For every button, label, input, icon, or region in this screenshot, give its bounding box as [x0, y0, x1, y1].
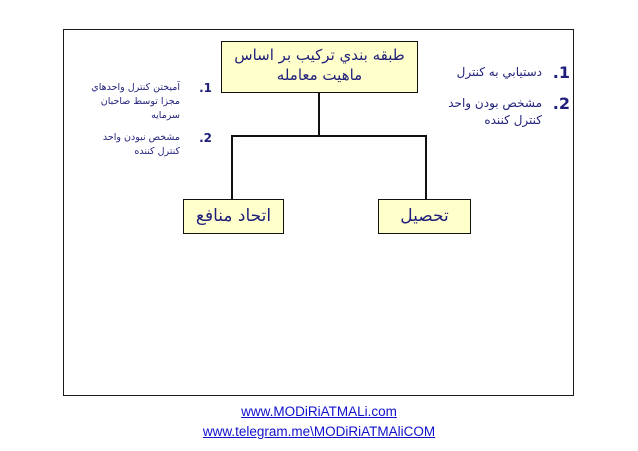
list-item-text: كنترل كننده [484, 113, 542, 127]
child-node-acquisition: تحصيل [378, 199, 471, 234]
list-item-text: دستيابي به كنترل [456, 65, 542, 79]
pooling-criteria-list [66, 81, 212, 159]
list-item-text: كنترل كننده [134, 146, 180, 157]
list-item-text: مجزا توسط صاحبان [100, 96, 180, 107]
footer-link-telegram[interactable]: www.telegram.me\MODiRiATMAliCOM [202, 424, 436, 439]
list-item [428, 64, 568, 81]
root-node-line2: ماهيت معامله [276, 66, 363, 84]
connector-horizontal [231, 135, 427, 137]
list-item-text: سرمايه [151, 110, 180, 121]
list-item [66, 81, 212, 123]
list-item-number: 2. [199, 131, 212, 145]
list-item [66, 131, 212, 159]
list-item-text: آميختن كنترل واحدهاي [91, 82, 180, 93]
connector-trunk [318, 93, 320, 136]
list-item-number: 2. [552, 94, 570, 113]
list-item-number: 1. [199, 81, 212, 95]
connector-left-drop [231, 135, 233, 199]
child-node-pooling-of-interests: اتحاد منافع [183, 199, 284, 234]
acquisition-criteria-list [428, 64, 568, 129]
list-item-text: مشخص بودن واحد [448, 96, 542, 110]
root-node-line1: طبقه بندي تركيب بر اساس [234, 46, 405, 64]
connector-right-drop [425, 135, 427, 199]
root-node [221, 41, 418, 93]
list-item [428, 95, 568, 129]
list-item-number: 1. [552, 63, 570, 82]
list-item-text: مشخص نبودن واحد [102, 132, 180, 143]
footer-link-website[interactable]: www.MODiRiATMALi.com [241, 404, 397, 419]
